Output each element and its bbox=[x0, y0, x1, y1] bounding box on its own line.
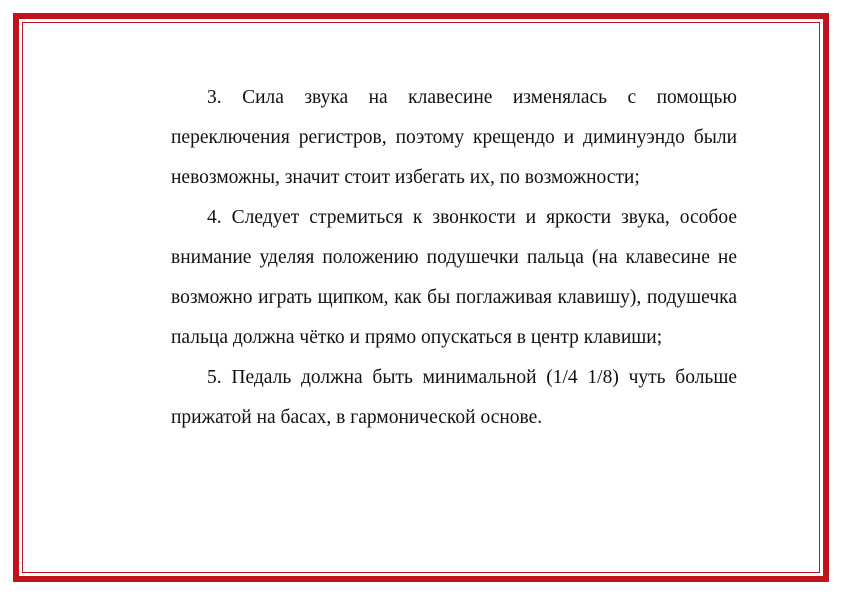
paragraph-5: 5. Педаль должна быть минимальной (1/4 1/8) чуть больше прижатой на басах, в гармонической основе. bbox=[171, 367, 737, 428]
slide-text-block bbox=[171, 78, 737, 438]
paragraph-4: 4. Следует стремиться к звонкости и яркости звука, особое внимание уделяя положению подушечки пальца (на клавесине не возможно играть щипком, как бы поглаживая клавишу), подушечка пальца должна чётко и прямо опускаться в центр клавиши; bbox=[171, 207, 737, 348]
paragraph-3: 3. Сила звука на клавесине изменялась с помощью переключения регистров, поэтому крещендо и диминуэндо были невозможны, значит стоит избегать их, по возможности; bbox=[171, 87, 737, 188]
